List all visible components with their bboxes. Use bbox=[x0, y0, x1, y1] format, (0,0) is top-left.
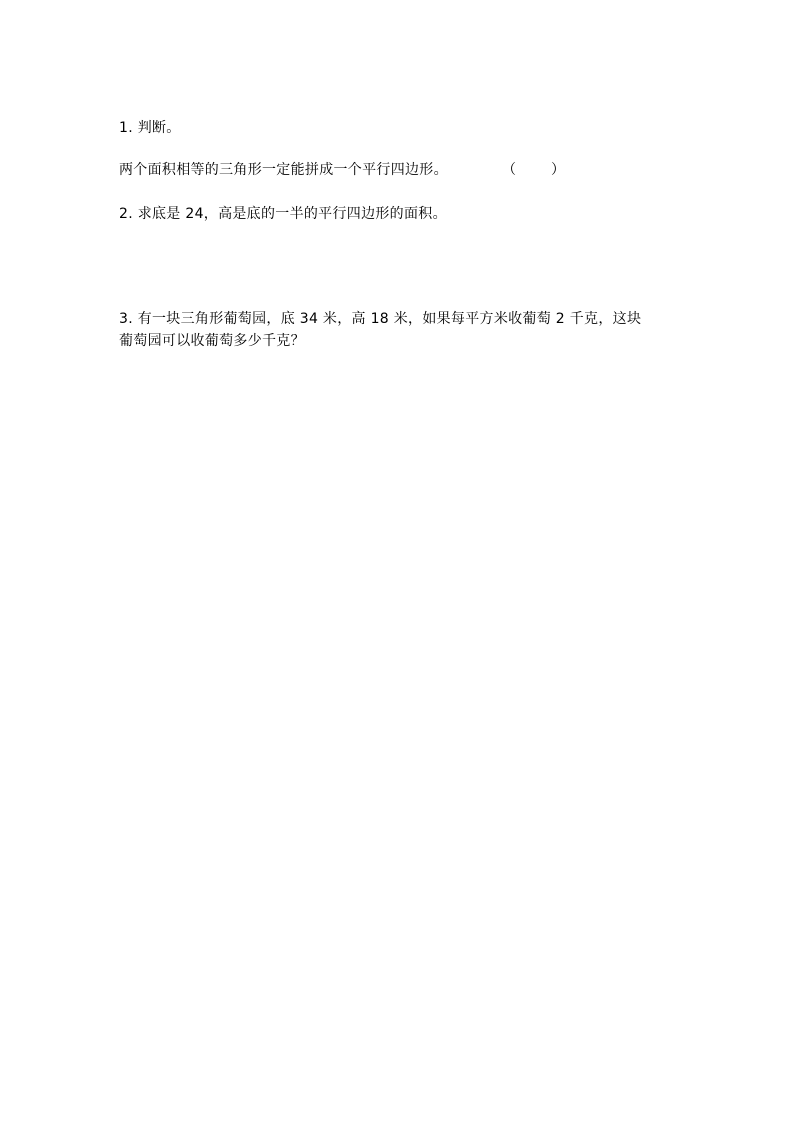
question-1-statement: 两个面积相等的三角形一定能拼成一个平行四边形。 bbox=[119, 162, 448, 178]
question-3-text-line-2: 葡萄园可以收葡萄多少千克？ bbox=[119, 333, 305, 349]
question-3-text-line-1: 3. 有一块三角形葡萄园，底 34 米，高 18 米，如果每平方米收葡萄 2 千克，这块 bbox=[119, 311, 642, 327]
answer-blank-open-paren: （ bbox=[502, 162, 516, 178]
question-2-text: 2. 求底是 24，高是底的一半的平行四边形的面积。 bbox=[119, 206, 447, 222]
answer-blank-close-paren: ） bbox=[551, 162, 565, 178]
question-1-heading: 1. 判断。 bbox=[119, 120, 181, 136]
